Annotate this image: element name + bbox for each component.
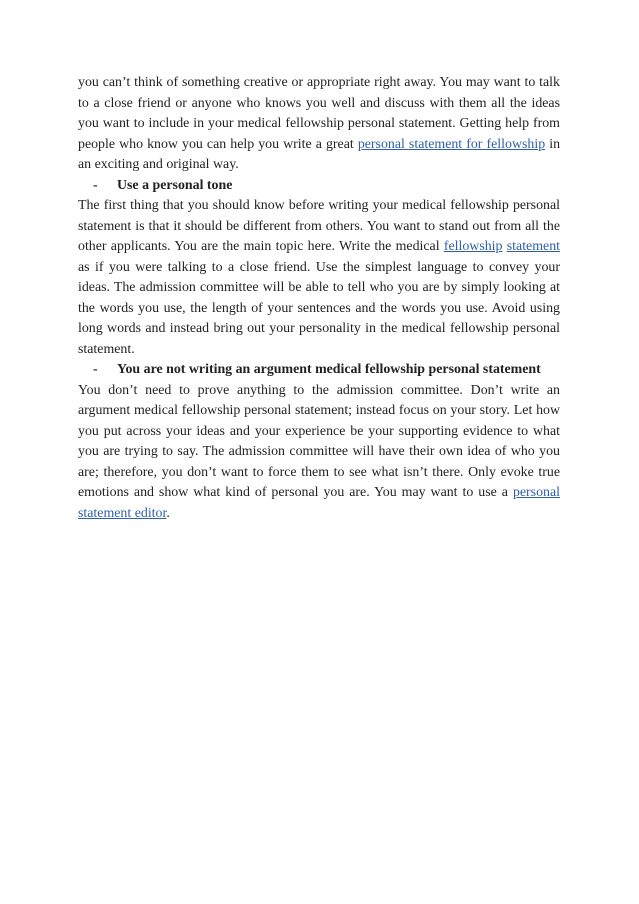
paragraph-personal-tone-text-end: as if you were talking to a close friend. Use the simplest language to convey your ideas. The admission committee will be able to tell who you are by simply looking at the words you use, the length of your sentences and the words you use. Avoid using long words and instead bring out your personality in the medical fellowship personal statement. bbox=[78, 259, 560, 357]
paragraph-not-argument bbox=[78, 381, 560, 525]
paragraph-not-argument-text: You don’t need to prove anything to the admission committee. Don’t write an argument medical fellowship personal statement; instead focus on your story. Let how you put across your ideas and your experience be your supporting evidence to what you are trying to say. The admission committee will have their own idea of who you are; therefore, you don’t want to force them to see what isn’t there. Only evoke true emotions and show what kind of personal you are. You may want to use a bbox=[78, 382, 560, 500]
link-fellowship[interactable]: fellowship bbox=[443, 239, 503, 254]
link-statement[interactable]: statement bbox=[506, 239, 560, 254]
paragraph-personal-tone-text: The first thing that you should know before writing your medical fellowship personal statement is that it should be different from others. You want to stand out from all the other applicants. You are the main topic here. Write the medical bbox=[78, 198, 560, 254]
bullet-dash: - bbox=[93, 177, 98, 193]
link-personal-statement-editor[interactable]: personal statement editor bbox=[78, 485, 560, 521]
paragraph-intro-text: you can’t think of something creative or appropriate right away. You may want to talk to a close friend or anyone who knows you well and discuss with them all the ideas you want to include in your medical fellowship personal statement. Getting help from people who know you can help you write a great bbox=[78, 75, 560, 152]
heading-not-argument bbox=[78, 360, 560, 381]
paragraph-intro bbox=[78, 73, 560, 176]
paragraph-intro-text-end: in an exciting and original way. bbox=[78, 136, 561, 172]
paragraph-not-argument-text-end: . bbox=[166, 505, 170, 521]
bullet-dash: - bbox=[93, 362, 98, 377]
paragraph-personal-tone bbox=[78, 196, 560, 360]
heading-personal-tone-text: Use a personal tone bbox=[117, 177, 233, 193]
document-page bbox=[78, 73, 560, 524]
link-personal-statement-for-fellowship[interactable]: personal statement for fellowship bbox=[357, 136, 546, 152]
heading-personal-tone bbox=[78, 176, 560, 197]
heading-not-argument-text: You are not writing an argument medical fellowship personal statement bbox=[117, 362, 541, 377]
